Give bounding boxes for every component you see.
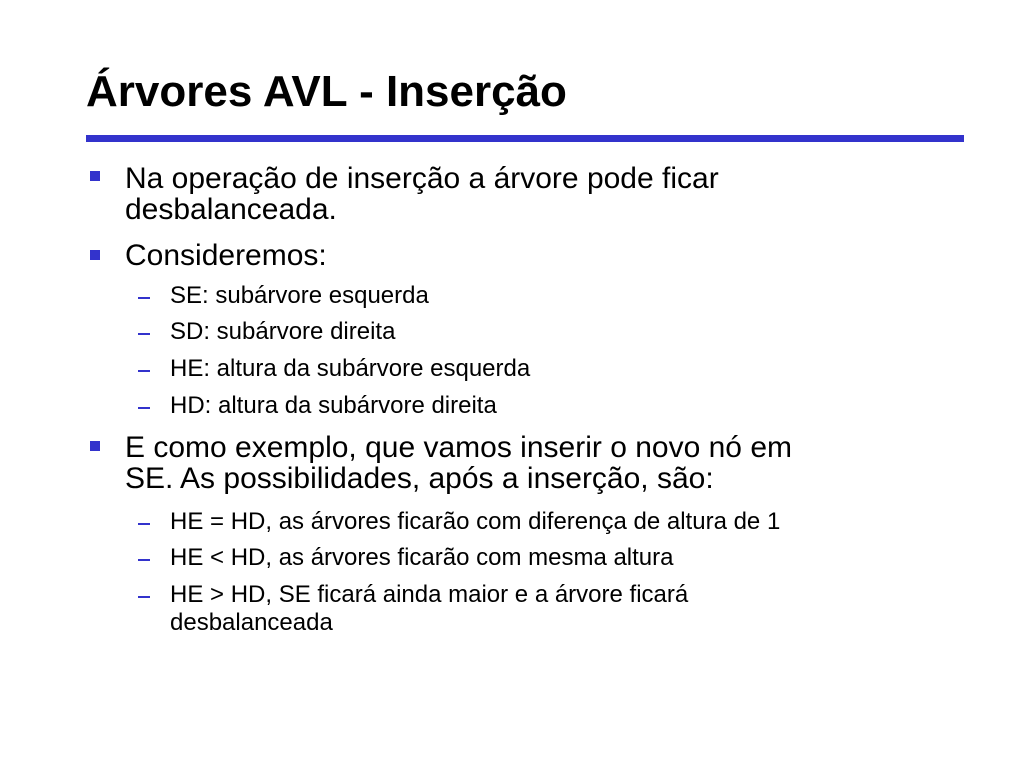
sub-bullet-text: HE > HD, SE ficará ainda maior e a árvore ficará	[170, 581, 689, 608]
bullet-item	[125, 163, 905, 225]
dash-bullet-icon	[138, 333, 150, 335]
bullet-text-line: desbalanceada.	[125, 193, 337, 226]
sub-bullet-item	[170, 544, 930, 572]
bullet-text-line: E como exemplo, que vamos inserir o novo nó em	[125, 431, 792, 464]
sub-bullet-text: SE: subárvore esquerda	[170, 282, 429, 309]
dash-bullet-icon	[138, 297, 150, 299]
bullet-item	[125, 432, 905, 494]
dash-bullet-icon	[138, 407, 150, 409]
square-bullet-icon	[90, 171, 100, 181]
dash-bullet-icon	[138, 596, 150, 598]
bullet-text-line: Na operação de inserção a árvore pode ficar	[125, 162, 719, 195]
sub-bullet-item	[170, 282, 930, 310]
sub-bullet-item	[170, 581, 930, 637]
slide-title: Árvores AVL - Inserção	[86, 67, 567, 116]
dash-bullet-icon	[138, 523, 150, 525]
sub-bullet-text: HE < HD, as árvores ficarão com mesma altura	[170, 544, 674, 571]
bullet-text-line: SE. As possibilidades, após a inserção, são:	[125, 462, 714, 495]
sub-bullet-item	[170, 318, 930, 346]
sub-bullet-item	[170, 508, 930, 536]
sub-bullet-text: HE = HD, as árvores ficarão com diferença de altura de 1	[170, 508, 781, 535]
sub-bullet-text: desbalanceada	[170, 609, 333, 636]
dash-bullet-icon	[138, 370, 150, 372]
square-bullet-icon	[90, 441, 100, 451]
bullet-item	[125, 240, 905, 271]
square-bullet-icon	[90, 250, 100, 260]
sub-bullet-text: SD: subárvore direita	[170, 318, 396, 345]
sub-bullet-item	[170, 355, 930, 383]
bullet-text-line: Consideremos:	[125, 239, 327, 272]
sub-bullet-text: HE: altura da subárvore esquerda	[170, 355, 531, 382]
sub-bullet-text: HD: altura da subárvore direita	[170, 392, 497, 419]
sub-bullet-item	[170, 392, 930, 420]
dash-bullet-icon	[138, 559, 150, 561]
